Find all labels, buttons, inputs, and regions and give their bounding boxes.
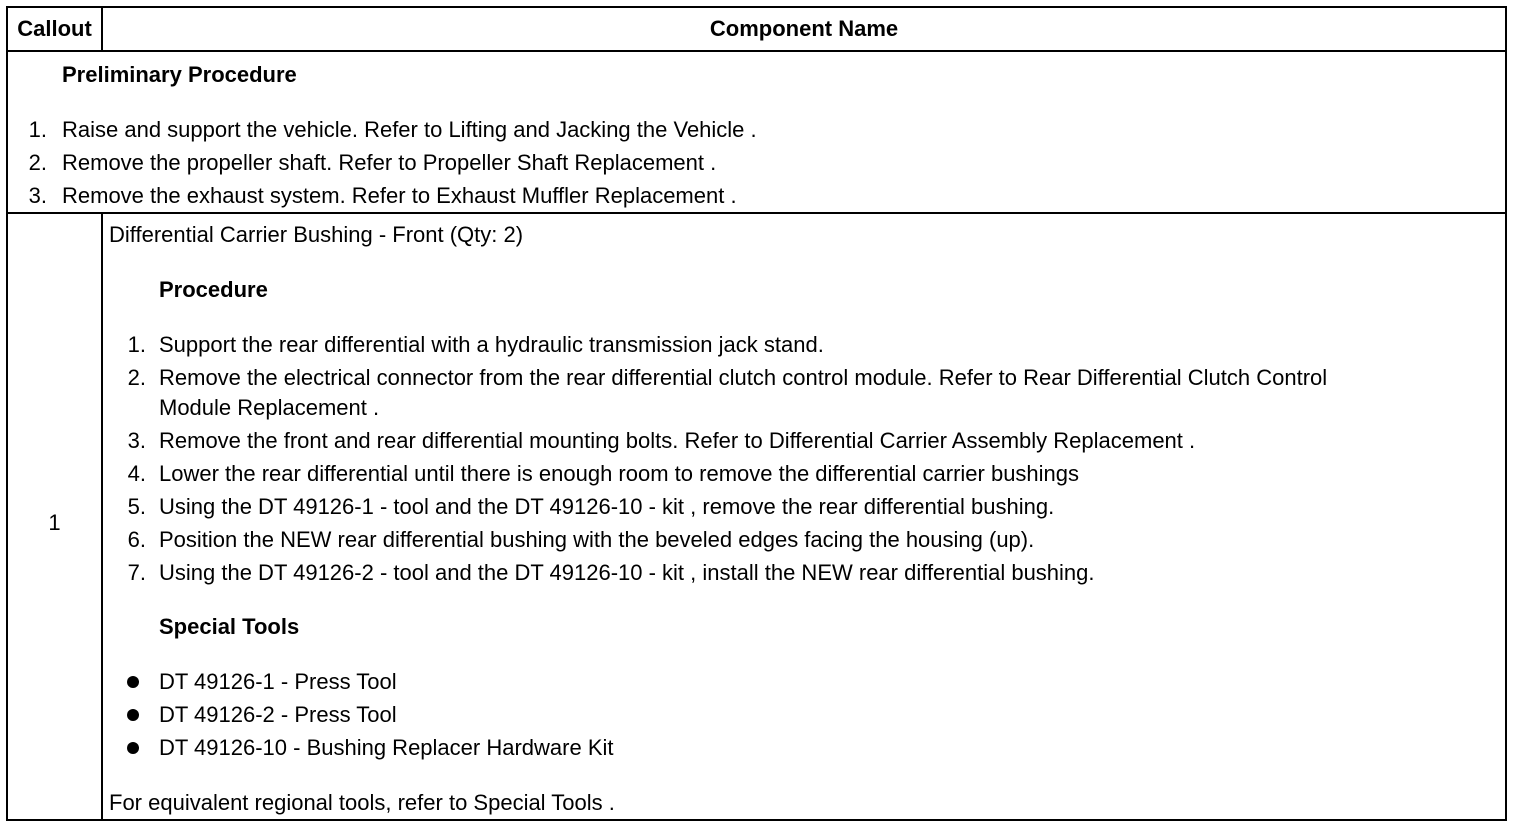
bullet-icon: [127, 709, 139, 721]
component-cell: [103, 214, 1505, 819]
bullet-icon: [127, 676, 139, 688]
step-2-text-continued: Module Replacement .: [159, 395, 380, 420]
prelim-step-2-number: 2.: [28, 150, 47, 175]
step-3-text: Remove the front and rear differential mounting bolts. Refer to Differential Carrier Assembly Replacement .: [159, 428, 1196, 453]
step-4-number: 4.: [127, 461, 146, 486]
preliminary-procedure-title: Preliminary Procedure: [62, 62, 297, 87]
step-2-text: Remove the electrical connector from the rear differential clutch control module. Refer to Rear Differential Clutch Control: [159, 365, 1328, 390]
procedure-table: [6, 6, 1507, 821]
prelim-step-2-text: Remove the propeller shaft. Refer to Propeller Shaft Replacement .: [62, 150, 717, 175]
tool-item-2: DT 49126-2 - Press Tool: [159, 702, 397, 727]
component-name-column-header: Component Name: [709, 16, 899, 41]
tool-item-3: DT 49126-10 - Bushing Replacer Hardware Kit: [159, 735, 614, 760]
step-7-text: Using the DT 49126-2 - tool and the DT 49126-10 - kit , install the NEW rear differential bushing.: [159, 560, 1095, 585]
step-4-text: Lower the rear differential until there is enough room to remove the differential carrier bushings: [159, 461, 1080, 486]
bullet-icon: [127, 742, 139, 754]
step-7-number: 7.: [127, 560, 146, 585]
step-1-number: 1.: [127, 332, 146, 357]
step-1-text: Support the rear differential with a hydraulic transmission jack stand.: [159, 332, 824, 357]
step-5-number: 5.: [127, 494, 146, 519]
table-header: [8, 8, 1505, 52]
procedure-title: Procedure: [159, 277, 268, 302]
callout-number: 1: [48, 510, 61, 535]
step-3-number: 3.: [127, 428, 146, 453]
prelim-step-3-text: Remove the exhaust system. Refer to Exhaust Muffler Replacement .: [62, 183, 737, 208]
prelim-step-1-text: Raise and support the vehicle. Refer to Lifting and Jacking the Vehicle .: [62, 117, 757, 142]
tool-item-1: DT 49126-1 - Press Tool: [159, 669, 397, 694]
prelim-step-1-number: 1.: [28, 117, 47, 142]
regional-tools-note: For equivalent regional tools, refer to Special Tools .: [109, 790, 615, 815]
step-5-text: Using the DT 49126-1 - tool and the DT 49126-10 - kit , remove the rear differential bushing.: [159, 494, 1055, 519]
table-row: [8, 214, 1505, 819]
step-6-number: 6.: [127, 527, 146, 552]
callout-column-header: Callout: [8, 8, 103, 50]
step-6-text: Position the NEW rear differential bushing with the beveled edges facing the housing (up).: [159, 527, 1035, 552]
prelim-step-3-number: 3.: [28, 183, 47, 208]
component-name: Differential Carrier Bushing - Front (Qty: 2): [109, 222, 524, 247]
preliminary-procedure-section: [8, 52, 1505, 214]
step-2-number: 2.: [127, 365, 146, 390]
special-tools-title: Special Tools: [159, 614, 300, 639]
callout-cell: [8, 214, 103, 819]
